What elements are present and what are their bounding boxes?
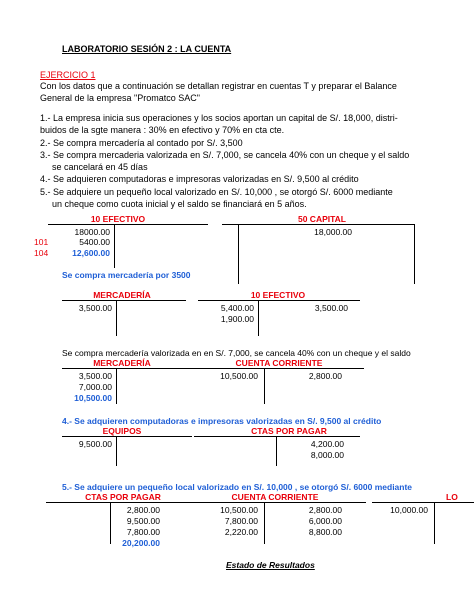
credit-value: 2,800.00 xyxy=(308,505,342,515)
t-account-title: CTAS POR PAGAR xyxy=(251,426,327,436)
intro-text xyxy=(40,80,397,105)
section-heading: Se compra mercadería por 3500 xyxy=(62,270,191,280)
credit-value: 8,000.00 xyxy=(310,450,344,460)
debit-value: 9,500.00 xyxy=(78,439,112,449)
credit-value: 2,800.00 xyxy=(308,371,342,381)
credit-value: 3,500.00 xyxy=(314,303,348,313)
t-account-divider xyxy=(116,300,117,336)
statement-line: 3.- Se compra mercaderia valorizada en S/. 7,000, se cancela 40% con un cheque y el saldo xyxy=(40,149,410,160)
t-account-title: CUENTA CORRIENTE xyxy=(235,358,323,368)
debit-value: 10,000.00 xyxy=(390,505,428,515)
statement-line: 4.- Se adquieren computadoras e impresoras valorizadas en S/. 9,500 al crédito xyxy=(40,174,359,185)
debit-total: 10,500.00 xyxy=(74,393,112,403)
row-label: 101 xyxy=(34,237,49,247)
credit-total: 20,200.00 xyxy=(122,538,160,548)
t-account-topline xyxy=(198,502,366,503)
t-account-divider xyxy=(434,502,435,544)
t-account-divider xyxy=(264,502,265,544)
t-account-title: CTAS POR PAGAR xyxy=(85,492,161,502)
credit-value: 9,500.00 xyxy=(126,516,160,526)
t-account-divider-left xyxy=(238,224,239,284)
t-account-title: 50 CAPITAL xyxy=(297,214,347,224)
section-heading: Se compra mercadería valorizada en en S/. 7,000, se cancela 40% con un cheque y el saldo xyxy=(62,348,411,358)
t-account-divider xyxy=(116,436,117,466)
debit-value: 5400.00 xyxy=(79,237,110,247)
statement-line: 1.- La empresa inicia sus operaciones y los socios aportan un capital de S/. 18,000, distri- xyxy=(40,113,398,123)
t-account-divider xyxy=(116,368,117,404)
t-account-title: CUENTA CORRIENTE xyxy=(231,492,319,502)
t-account-title: EQUIPOS xyxy=(102,426,142,436)
debit-value: 3,500.00 xyxy=(78,371,112,381)
t-account-divider xyxy=(276,436,277,466)
t-account-title: LO xyxy=(446,492,458,502)
t-account-title: MERCADERÍA xyxy=(93,290,151,300)
credit-value: 6,000.00 xyxy=(308,516,342,526)
debit-value: 10,500.00 xyxy=(220,371,258,381)
debit-value: 2,220.00 xyxy=(224,527,258,537)
statement-line: 5.- Se adquiere un pequeño local valorizado en S/. 10,000 , se otorgó S/. 6000 mediante xyxy=(40,186,393,197)
t-account-topline xyxy=(62,436,192,437)
debit-value: 5,400.00 xyxy=(220,303,254,313)
statements-list xyxy=(40,112,409,210)
t-account-topline xyxy=(62,368,186,369)
statement-line: se cancelará en 45 días xyxy=(52,162,148,173)
t-account-divider-right xyxy=(414,224,415,284)
debit-value: 10,500.00 xyxy=(220,505,258,515)
t-account-topline xyxy=(198,300,360,301)
t-account-topline xyxy=(186,368,364,369)
credit-value: 2,800.00 xyxy=(126,505,160,515)
page-title: LABORATORIO SESIÓN 2 : LA CUENTA xyxy=(62,44,232,54)
row-label: 104 xyxy=(34,248,49,258)
t-account-title: 10 EFECTIVO xyxy=(250,290,306,300)
t-account-topline xyxy=(222,224,414,225)
debit-value: 7,800.00 xyxy=(224,516,258,526)
t-account-topline xyxy=(62,300,186,301)
t-account-topline xyxy=(372,502,474,503)
t-account-divider xyxy=(110,502,111,544)
credit-value: 7,800.00 xyxy=(126,527,160,537)
credit-value: 4,200.00 xyxy=(310,439,344,449)
statement-line: buidos de la sgte manera : 30% en efectivo y 70% en cta cte. xyxy=(40,125,285,136)
intro-line: General de la empresa "Promatco SAC" xyxy=(40,93,200,104)
t-account-divider xyxy=(258,300,259,336)
statement-line: 2.- Se compra mercadería al contado por S/. 3,500 xyxy=(40,137,243,148)
debit-value: 1,900.00 xyxy=(220,314,254,324)
t-account-divider xyxy=(114,224,115,268)
t-account-topline xyxy=(48,224,208,225)
t-account-title: MERCADERÍA xyxy=(93,358,151,368)
t-account-title: 10 EFECTIVO xyxy=(90,214,146,224)
section-heading: 4.- Se adquieren computadoras e impresoras valorizadas en S/. 9,500 al crédito xyxy=(62,416,382,426)
debit-value: 18000.00 xyxy=(74,227,110,237)
debit-value: 7,000.00 xyxy=(78,382,112,392)
intro-line: Con los datos que a continuación se detallan registrar en cuentas T y preparar el Balance xyxy=(40,81,397,91)
credit-value: 18,000.00 xyxy=(314,227,352,237)
statement-line: un cheque como cuota inicial y el saldo se financiará en 5 años. xyxy=(52,199,307,210)
t-account-topline xyxy=(194,436,360,437)
debit-value: 3,500.00 xyxy=(78,303,112,313)
t-account-topline xyxy=(46,502,198,503)
exercise-label: EJERCICIO 1 xyxy=(40,70,96,80)
t-account-divider xyxy=(264,368,265,404)
debit-total: 12,600.00 xyxy=(72,248,110,258)
section-heading: 5.- Se adquiere un pequeño local valorizado en S/. 10,000 , se otorgó S/. 6000 mediante xyxy=(62,482,413,492)
credit-value: 8,800.00 xyxy=(308,527,342,537)
section-title: Estado de Resultados xyxy=(226,560,315,570)
